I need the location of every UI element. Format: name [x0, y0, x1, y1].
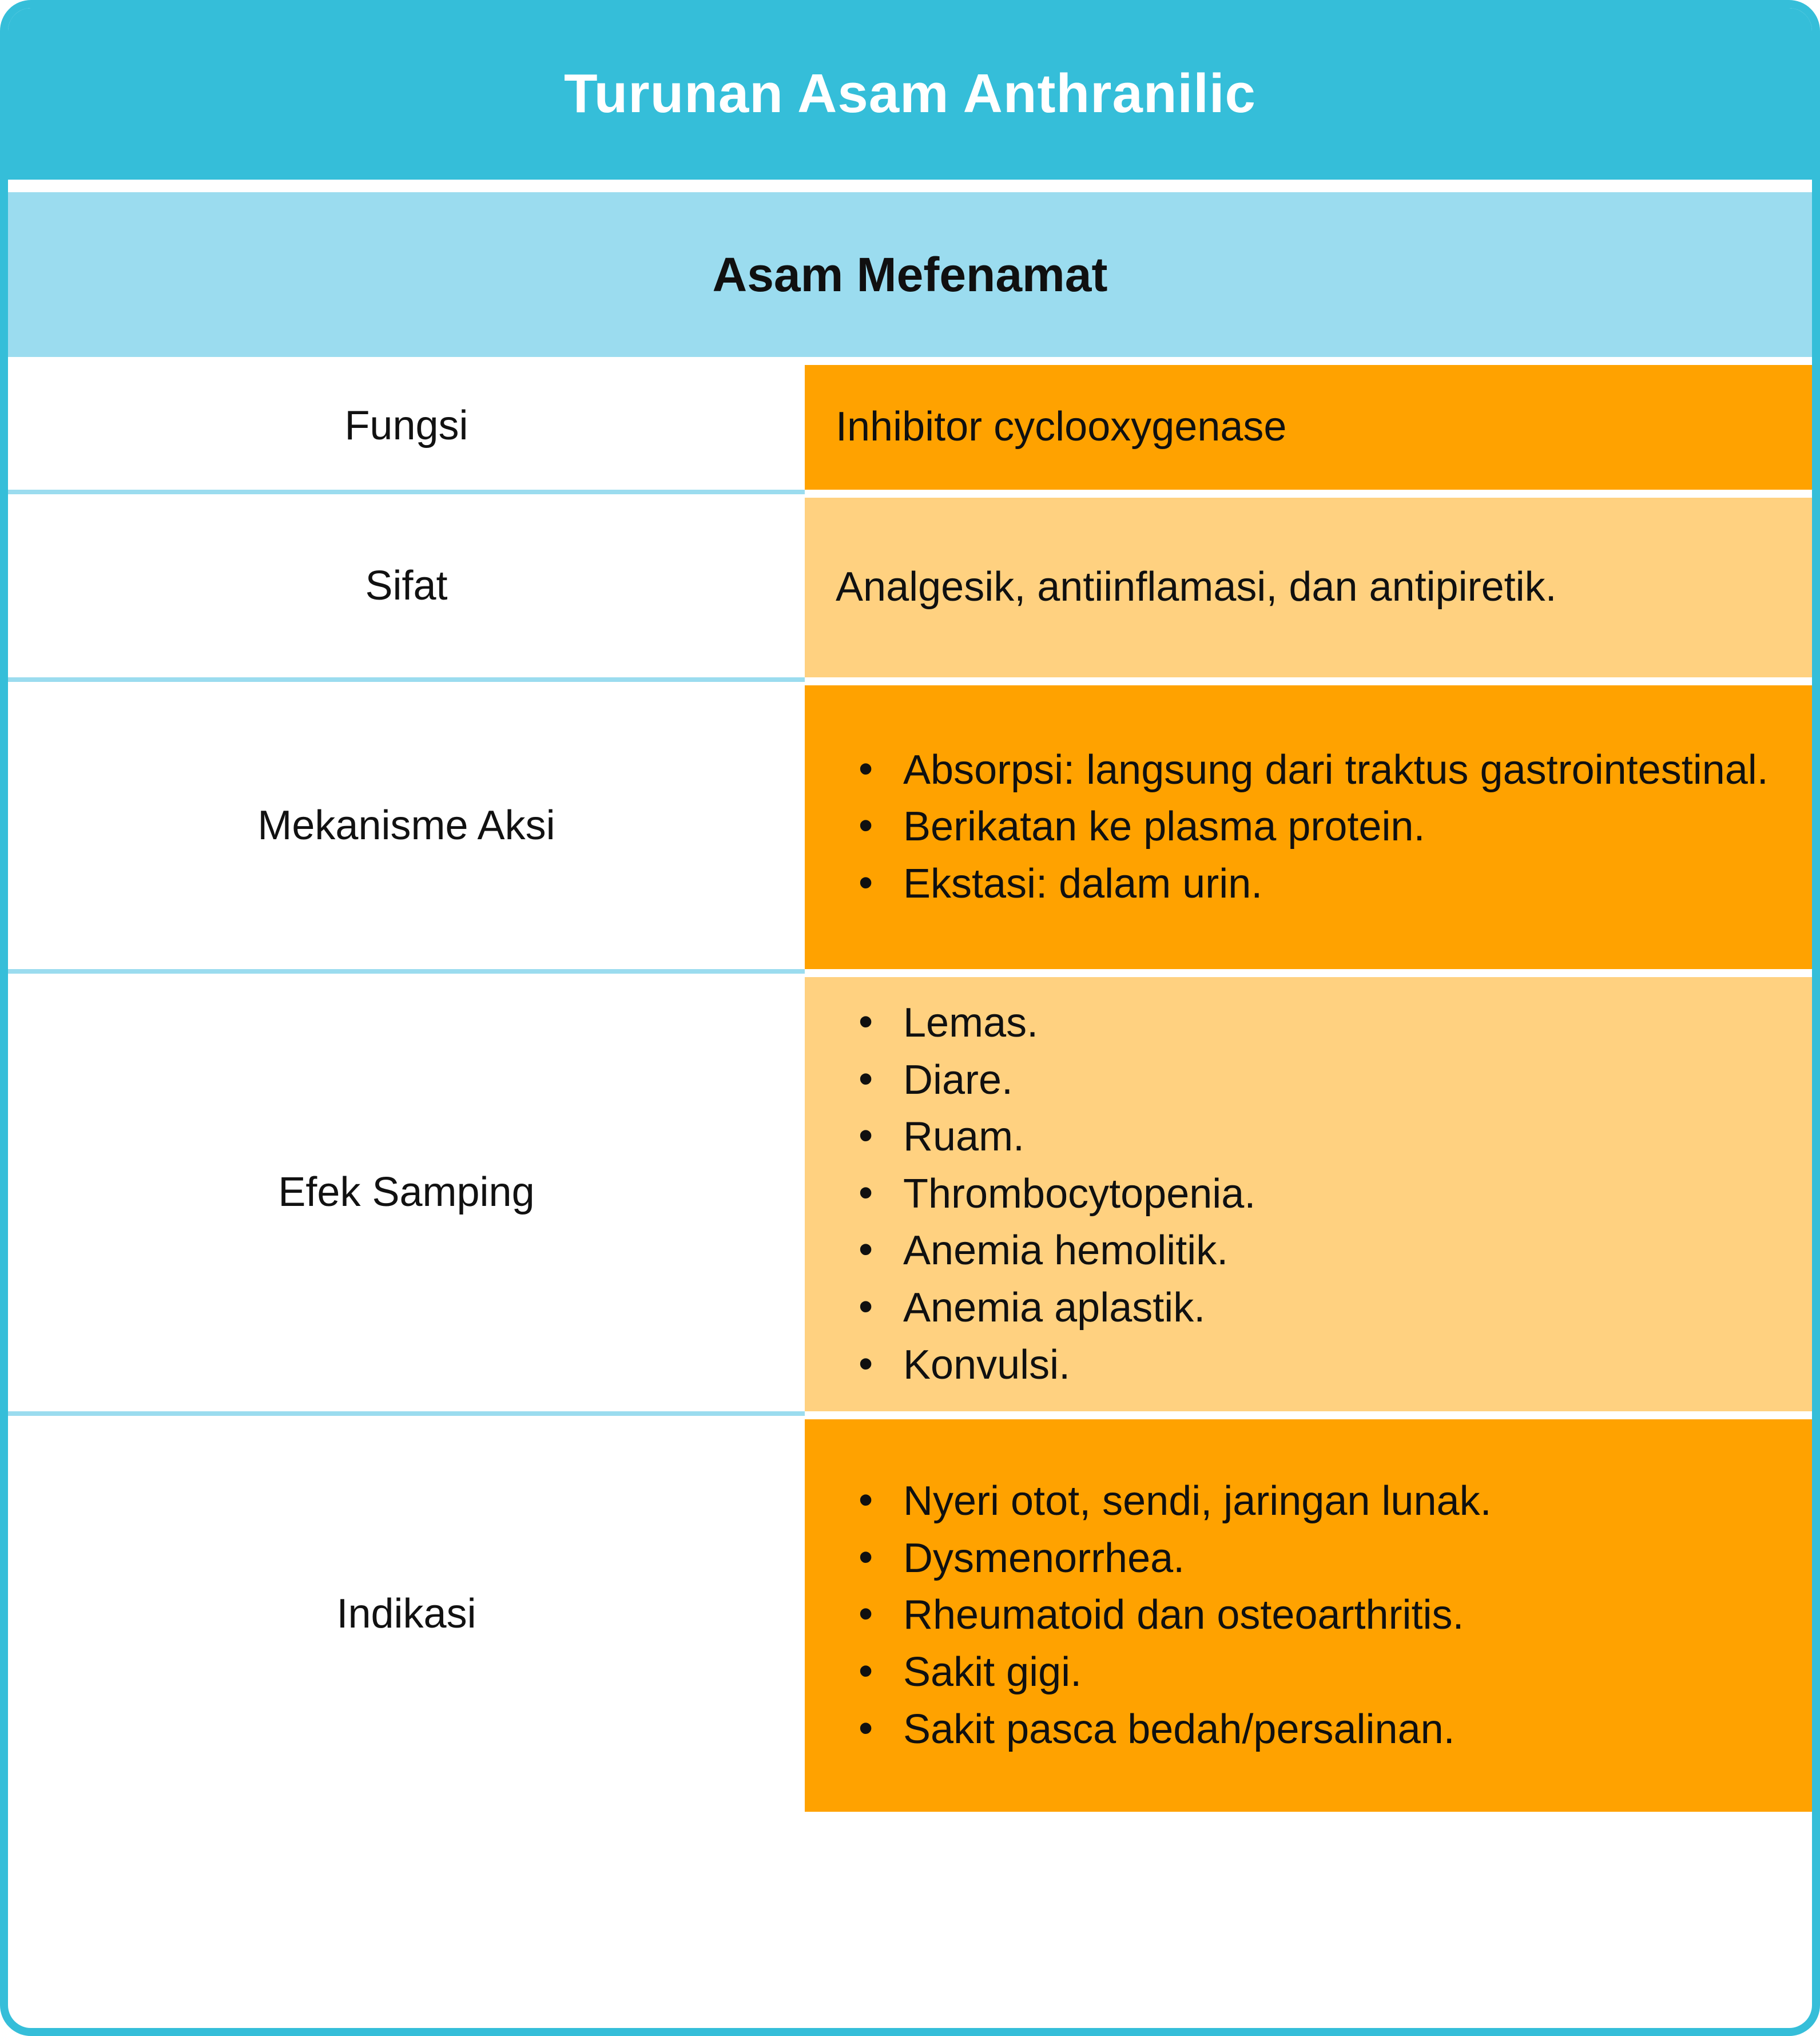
value-box: [805, 977, 1812, 1411]
value-box: [805, 1419, 1812, 1812]
properties-table: [8, 357, 1812, 1812]
table-row: [8, 969, 1812, 1411]
value-bullet-list: [836, 1475, 1781, 1756]
row-label: Indikasi: [336, 1590, 476, 1637]
row-label-cell: [8, 357, 805, 490]
row-label-cell: [8, 490, 805, 677]
list-item: • Anemia aplastik.: [836, 1281, 1781, 1335]
list-item: • Lemas.: [836, 997, 1781, 1050]
header-divider: [8, 180, 1812, 192]
list-item: • Konvulsi.: [836, 1339, 1781, 1392]
value-bullet-list: [836, 997, 1781, 1392]
value-box: [805, 498, 1812, 677]
list-item: • Rheumatoid dan osteoarthritis.: [836, 1589, 1781, 1642]
value-bullet-list: [836, 744, 1781, 911]
value-box: [805, 365, 1812, 490]
row-label-cell: [8, 677, 805, 969]
list-item: • Thrombocytopenia.: [836, 1168, 1781, 1221]
value-text: Inhibitor cyclooxygenase: [836, 404, 1287, 450]
list-item: • Nyeri otot, sendi, jaringan lunak.: [836, 1475, 1781, 1529]
list-item: • Dysmenorrhea.: [836, 1532, 1781, 1586]
row-value-cell: [805, 969, 1812, 1411]
table-row: [8, 677, 1812, 969]
table-row: [8, 1411, 1812, 1812]
list-item: • Absorpsi: langsung dari traktus gastrointestinal.: [836, 744, 1781, 797]
drug-name-heading: Asam Mefenamat: [712, 248, 1108, 301]
row-value-cell: [805, 1411, 1812, 1812]
row-label-cell: [8, 969, 805, 1411]
list-item: • Sakit pasca bedah/persalinan.: [836, 1703, 1781, 1757]
row-value-cell: [805, 357, 1812, 490]
row-value-cell: [805, 677, 1812, 969]
row-value-cell: [805, 490, 1812, 677]
list-item: • Ekstasi: dalam urin.: [836, 858, 1781, 911]
list-item: • Ruam.: [836, 1110, 1781, 1164]
value-text: Analgesik, antiinflamasi, dan antipiretik.: [836, 564, 1557, 610]
row-label: Mekanisme Aksi: [257, 802, 555, 848]
table-row: [8, 357, 1812, 490]
page-title: Turunan Asam Anthranilic: [564, 63, 1256, 124]
list-item: • Berikatan ke plasma protein.: [836, 800, 1781, 854]
row-label-cell: [8, 1411, 805, 1812]
subtitle-band: [8, 192, 1812, 357]
list-item: • Anemia hemolitik.: [836, 1224, 1781, 1278]
row-label: Fungsi: [344, 402, 468, 449]
list-item: • Sakit gigi.: [836, 1646, 1781, 1700]
table-row: [8, 490, 1812, 677]
card-header: [8, 8, 1812, 180]
list-item: • Diare.: [836, 1054, 1781, 1108]
value-box: [805, 685, 1812, 969]
row-label: Efek Samping: [278, 1169, 535, 1216]
row-label: Sifat: [365, 562, 448, 609]
